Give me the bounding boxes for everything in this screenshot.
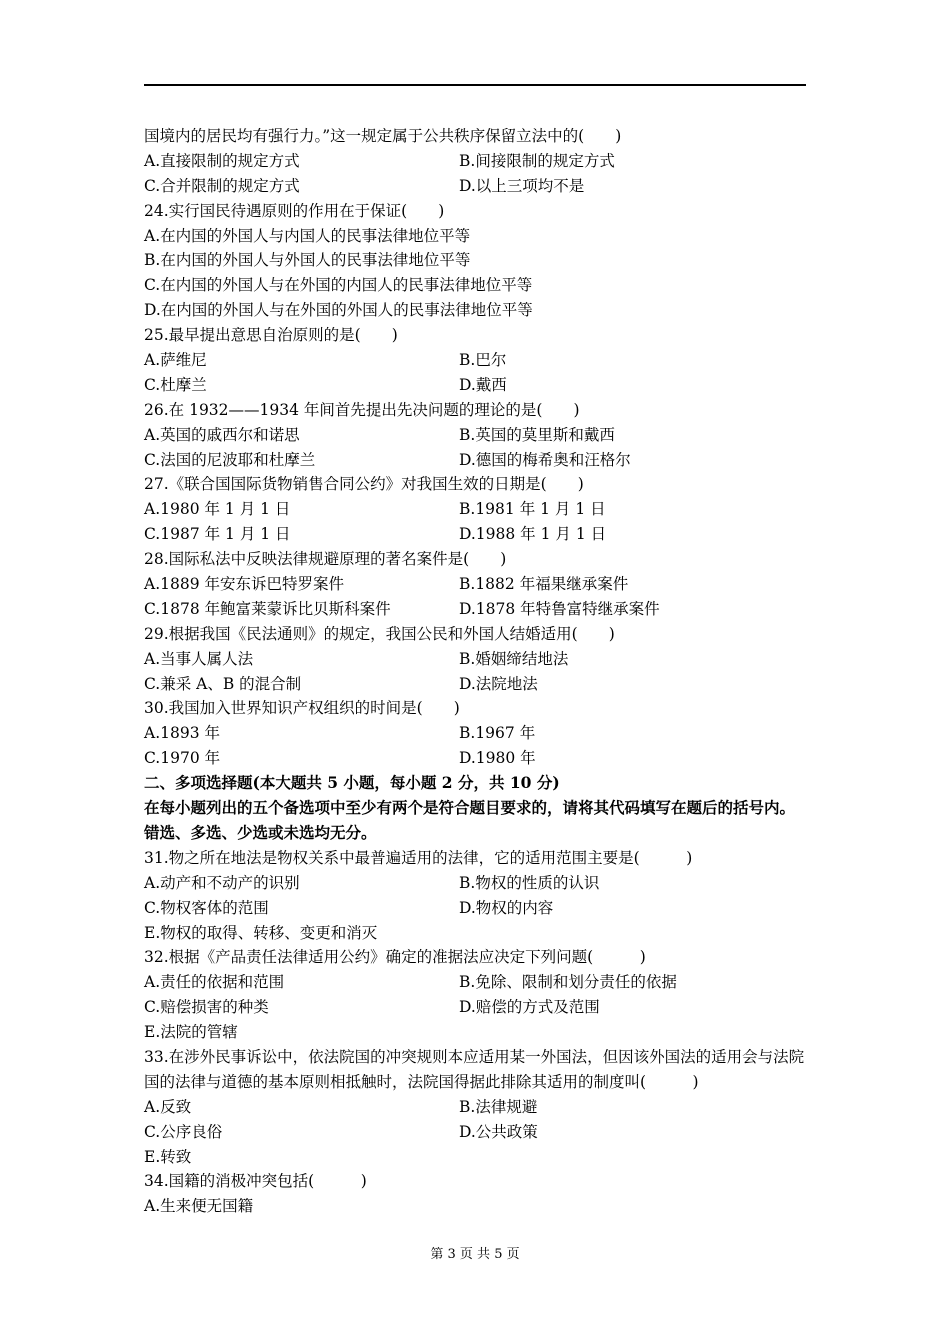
q32-options-row-2: [144, 995, 806, 1020]
q28-option-d: D.1878 年特鲁富特继承案件: [459, 599, 660, 618]
q31-options-row-2: [144, 896, 806, 921]
q29-option-d: D.法院地法: [459, 674, 538, 693]
q28-option-a: A.1889 年安东诉巴特罗案件: [144, 575, 344, 594]
q33-option-b: B.法律规避: [459, 1097, 538, 1116]
q26-options-row-1: [144, 423, 806, 448]
q23-continuation: 国境内的居民均有强行力。”这一规定属于公共秩序保留立法中的( ): [144, 127, 622, 145]
q26-option-d: D.德国的梅希奥和汪格尔: [459, 450, 631, 469]
q32-options-row-1: [144, 970, 806, 995]
q30-option-c: C.1970 年: [144, 749, 221, 768]
q32-option-e: E.法院的管辖: [144, 1023, 238, 1042]
q30-option-a: A.1893 年: [144, 724, 220, 743]
q27-option-c: C.1987 年 1 月 1 日: [144, 525, 291, 544]
q27-options-row-2: [144, 522, 806, 547]
q25-option-c: C.杜摩兰: [144, 375, 207, 394]
q27-stem: 27.《联合国国际货物销售合同公约》对我国生效的日期是( ): [144, 475, 584, 494]
q29-options-row-2: [144, 672, 806, 697]
q31-option-e: E.物权的取得、转移、变更和消灭: [144, 923, 378, 942]
q25-options-row-1: [144, 348, 806, 373]
q29-stem: 29.根据我国《民法通则》的规定，我国公民和外国人结婚适用( ): [144, 624, 615, 643]
q23-option-d: D.以上三项均不是: [459, 176, 585, 195]
section-2-heading: 二、多项选择题(本大题共 5 小题，每小题 2 分，共 10 分): [144, 773, 560, 793]
q23-option-b: B.间接限制的规定方式: [459, 151, 615, 170]
q24-option-a: A.在内国的外国人与内国人的民事法律地位平等: [144, 226, 471, 245]
q26-stem: 26.在 1932——1934 年间首先提出先决问题的理论的是( ): [144, 400, 580, 419]
q24-option-b: B.在内国的外国人与外国人的民事法律地位平等: [144, 251, 471, 270]
q30-option-d: D.1980 年: [459, 749, 536, 768]
q30-stem: 30.我国加入世界知识产权组织的时间是( ): [144, 699, 460, 718]
q33-option-d: D.公共政策: [459, 1122, 538, 1141]
q31-stem: 31.物之所在地法是物权关系中最普遍适用的法律，它的适用范围主要是( ): [144, 848, 693, 867]
q33-option-a: A.反致: [144, 1097, 192, 1116]
q27-option-d: D.1988 年 1 月 1 日: [459, 525, 607, 544]
q32-option-a: A.责任的依据和范围: [144, 973, 285, 992]
q29-option-a: A.当事人属人法: [144, 649, 254, 668]
q31-options-row-1: [144, 871, 806, 896]
q28-option-b: B.1882 年福果继承案件: [459, 575, 629, 594]
q33-options-row-1: [144, 1095, 806, 1120]
q30-options-row-1: [144, 721, 806, 746]
q27-options-row-1: [144, 497, 806, 522]
q23-option-a: A.直接限制的规定方式: [144, 151, 300, 170]
q30-options-row-2: [144, 746, 806, 771]
q28-stem: 28.国际私法中反映法律规避原理的著名案件是( ): [144, 550, 507, 569]
section-2-instructions: 在每小题列出的五个备选项中至少有两个是符合题目要求的，请将其代码填写在题后的括号内。错选、多选、少选或未选均无分。: [144, 798, 796, 842]
q32-option-b: B.免除、限制和划分责任的依据: [459, 973, 677, 992]
q24-option-d: D.在内国的外国人与在外国的外国人的民事法律地位平等: [144, 301, 533, 320]
q33-stem: 33.在涉外民事诉讼中，依法院国的冲突规则本应适用某一外国法，但因该外国法的适用会与法院国的法律与道德的基本原则相抵触时，法院国得据此排除其适用的制度叫( ): [144, 1047, 805, 1091]
q29-option-c: C.兼采 A、B 的混合制: [144, 674, 302, 693]
q33-option-c: C.公序良俗: [144, 1122, 223, 1141]
q34-stem: 34.国籍的消极冲突包括( ): [144, 1172, 367, 1191]
q33-option-e: E.转致: [144, 1147, 192, 1166]
q24-option-c: C.在内国的外国人与在外国的内国人的民事法律地位平等: [144, 276, 533, 295]
page-content: [144, 124, 806, 1219]
q27-option-a: A.1980 年 1 月 1 日: [144, 500, 291, 519]
q23-options-row-1: [144, 149, 806, 174]
q27-option-b: B.1981 年 1 月 1 日: [459, 500, 606, 519]
q31-option-a: A.动产和不动产的识别: [144, 873, 300, 892]
q29-options-row-1: [144, 647, 806, 672]
q25-option-a: A.萨维尼: [144, 351, 207, 370]
q25-options-row-2: [144, 373, 806, 398]
q32-option-d: D.赔偿的方式及范围: [459, 998, 600, 1017]
q31-option-b: B.物权的性质的认识: [459, 873, 600, 892]
q24-stem: 24.实行国民待遇原则的作用在于保证( ): [144, 201, 445, 220]
q31-option-d: D.物权的内容: [459, 898, 554, 917]
q23-options-row-2: [144, 174, 806, 199]
q30-option-b: B.1967 年: [459, 724, 536, 743]
q32-stem: 32.根据《产品责任法律适用公约》确定的准据法应决定下列问题( ): [144, 948, 646, 967]
q34-option-a: A.生来便无国籍: [144, 1197, 254, 1216]
q28-options-row-2: [144, 597, 806, 622]
q29-option-b: B.婚姻缔结地法: [459, 649, 569, 668]
q25-stem: 25.最早提出意思自治原则的是( ): [144, 326, 398, 345]
q26-options-row-2: [144, 448, 806, 473]
q33-options-row-2: [144, 1120, 806, 1145]
q26-option-a: A.英国的戚西尔和诺思: [144, 425, 300, 444]
q23-option-c: C.合并限制的规定方式: [144, 176, 300, 195]
q28-option-c: C.1878 年鲍富莱蒙诉比贝斯科案件: [144, 599, 391, 618]
q26-option-c: C.法国的尼波耶和杜摩兰: [144, 450, 316, 469]
page-footer: 第 3 页 共 5 页: [430, 1247, 520, 1262]
q28-options-row-1: [144, 572, 806, 597]
q25-option-b: B.巴尔: [459, 351, 507, 370]
q25-option-d: D.戴西: [459, 375, 507, 394]
q32-option-c: C.赔偿损害的种类: [144, 998, 269, 1017]
q26-option-b: B.英国的莫里斯和戴西: [459, 425, 615, 444]
q31-option-c: C.物权客体的范围: [144, 898, 269, 917]
header-rule: [144, 84, 806, 86]
